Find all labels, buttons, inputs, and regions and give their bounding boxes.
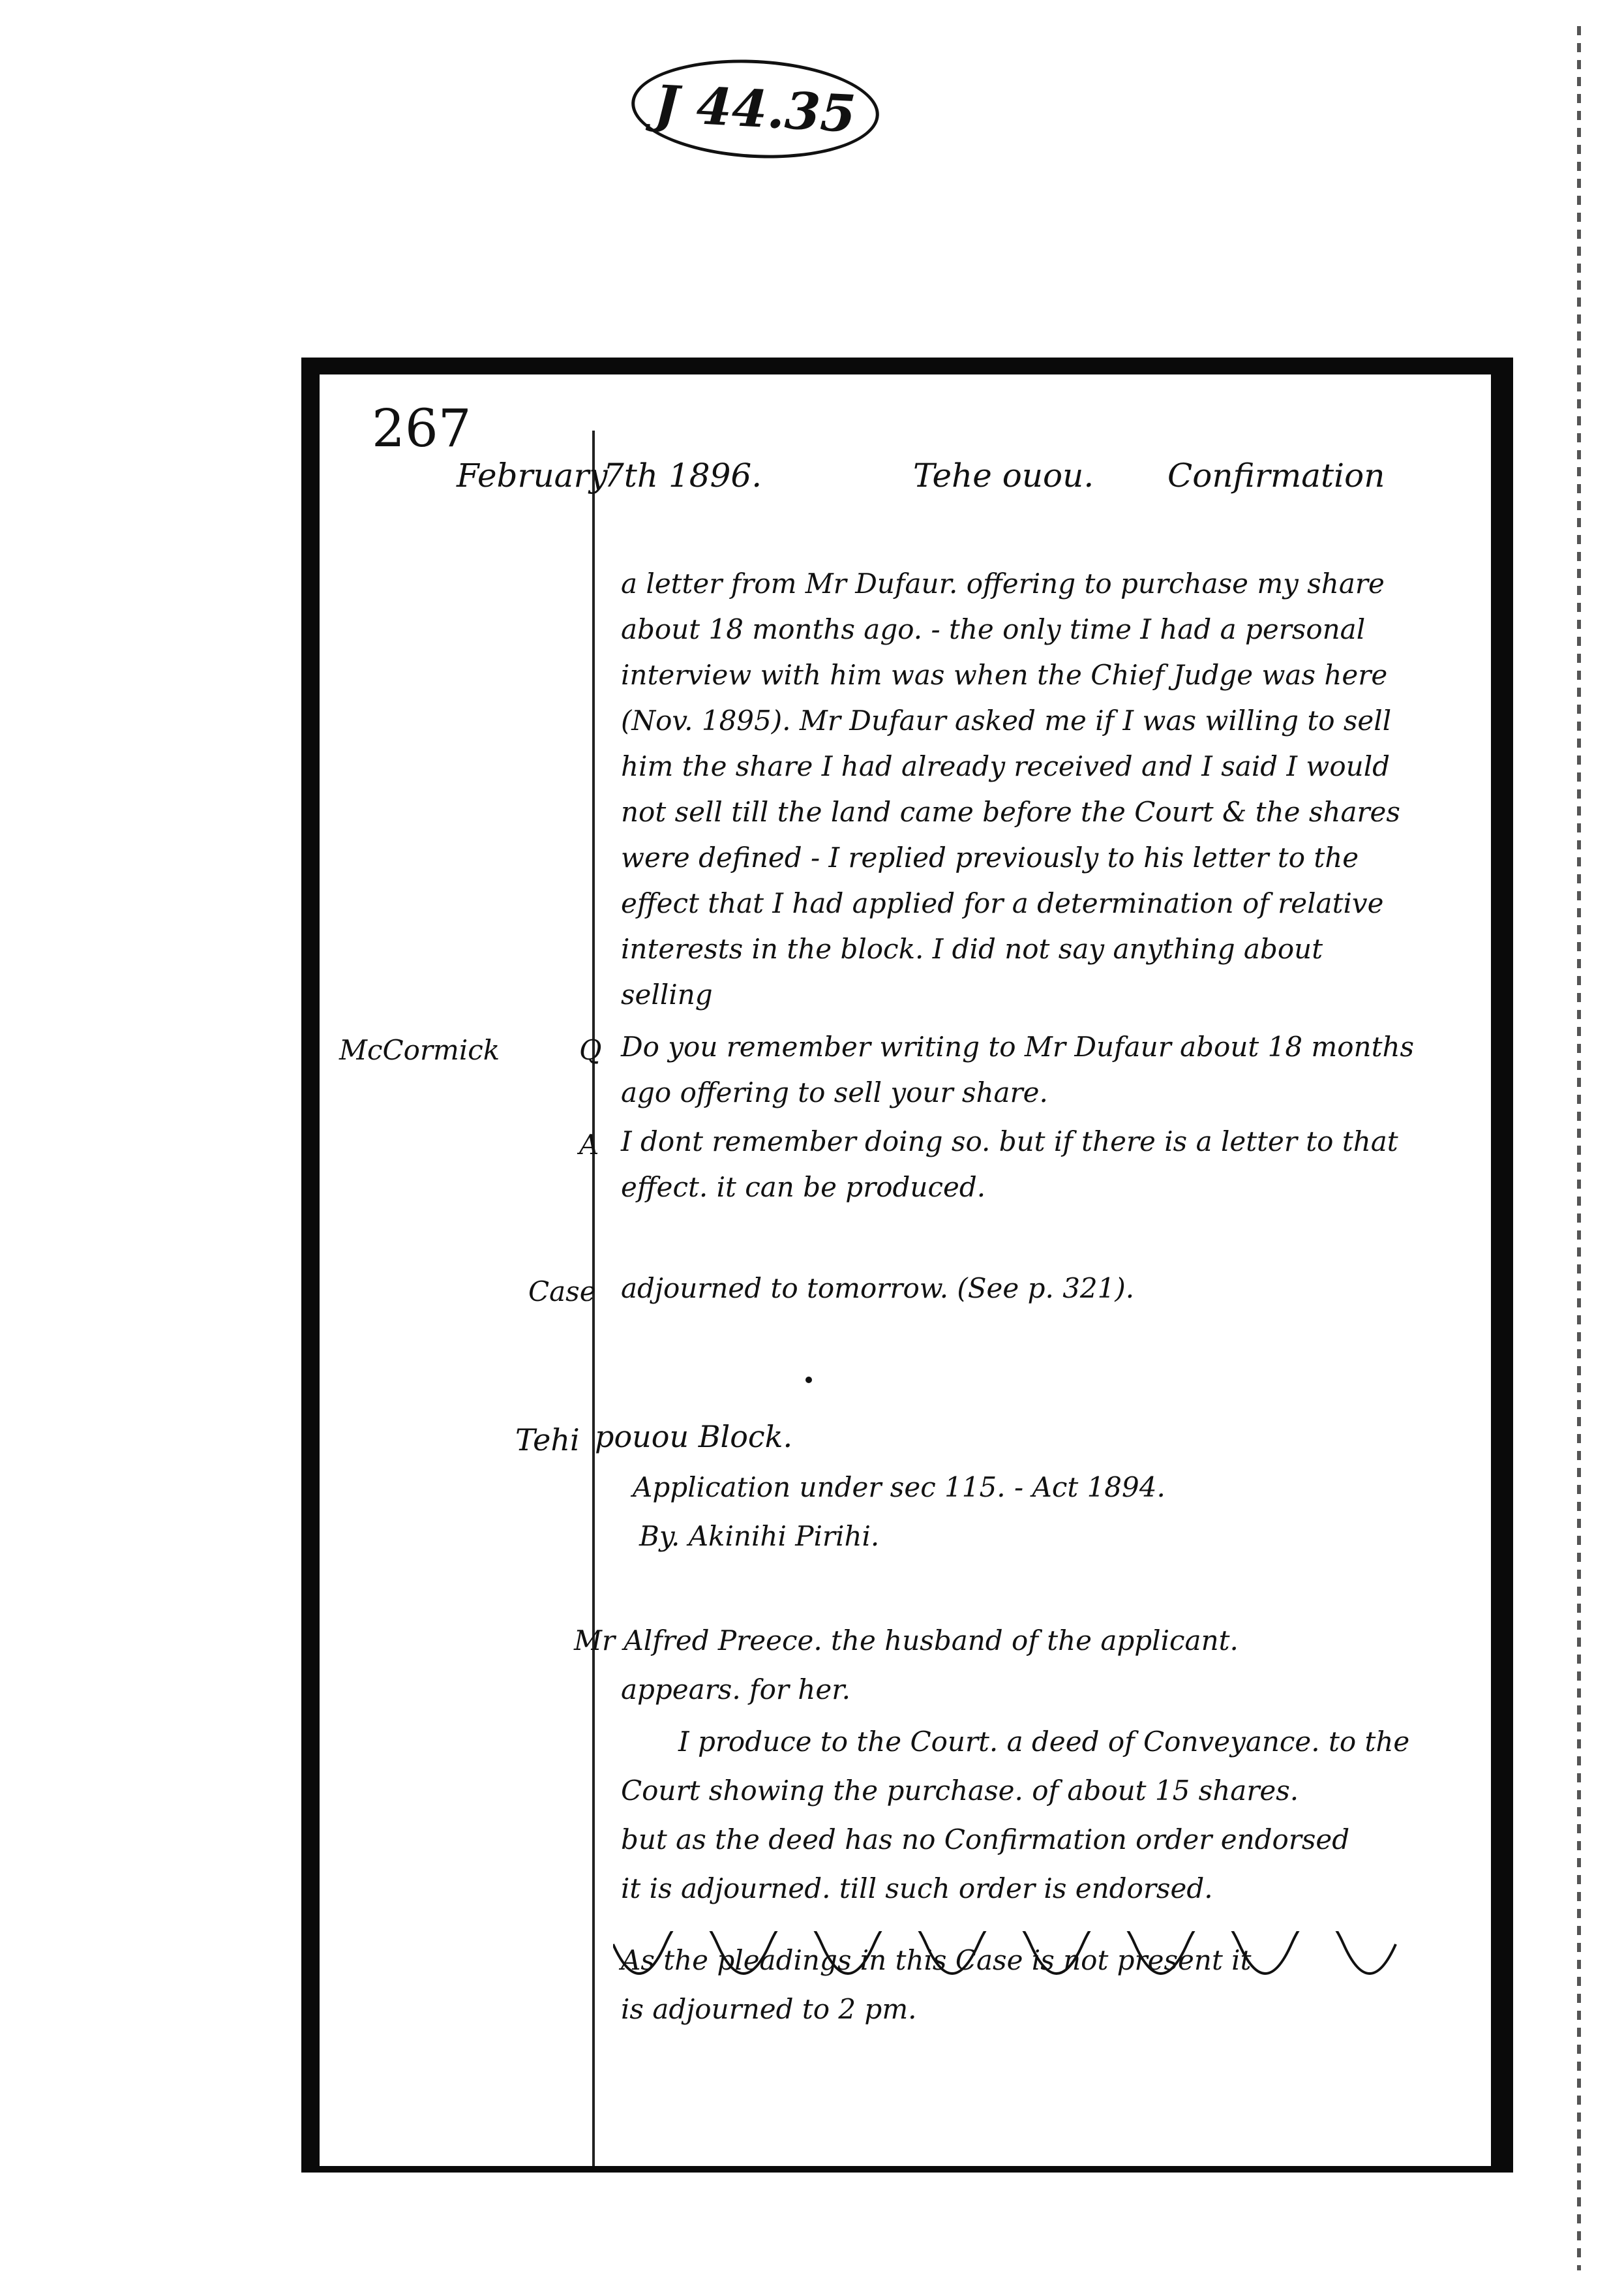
text-line: interests in the block. I did not say anything about xyxy=(621,933,1323,965)
block-title: pouou Block. xyxy=(595,1419,793,1454)
margin-block-prefix: Tehi xyxy=(515,1422,580,1457)
reference-stamp: J 44.35 xyxy=(629,53,881,164)
header-heading: Confirmation xyxy=(1167,457,1385,495)
binding-edge xyxy=(1577,26,1581,2270)
struck-text-line: As the pleadings in this Case is not present it xyxy=(621,1944,1252,1976)
margin-answer: A xyxy=(579,1129,599,1161)
text-line: effect. it can be produced. xyxy=(621,1171,986,1203)
text-line: ago offering to sell your share. xyxy=(621,1076,1048,1108)
text-line: By. Akinihi Pirihi. xyxy=(639,1520,880,1552)
struck-text-line: is adjourned to 2 pm. xyxy=(621,1993,917,2025)
page-number: 267 xyxy=(372,398,472,459)
text-line: (Nov. 1895). Mr Dufaur asked me if I was willing to sell xyxy=(621,705,1392,737)
text-line: selling xyxy=(621,979,713,1011)
text-line: Do you remember writing to Mr Dufaur about 18 months xyxy=(621,1031,1415,1063)
margin-case: Case xyxy=(528,1275,596,1307)
header-block: Tehe ouou. xyxy=(913,457,1094,495)
text-line: but as the deed has no Confirmation order endorsed xyxy=(621,1823,1350,1855)
ink-dot xyxy=(805,1377,812,1383)
strike-through-scribble xyxy=(613,1931,1422,2009)
text-line: it is adjourned. till such order is endorsed. xyxy=(621,1872,1213,1904)
text-line: about 18 months ago. - the only time I had a personal xyxy=(621,613,1366,645)
text-line: I produce to the Court. a deed of Conveyance. to the xyxy=(678,1726,1410,1758)
margin-question: Q xyxy=(579,1034,602,1066)
header-date-month: February xyxy=(457,457,608,495)
text-line: Court showing the purchase. of about 15 shares. xyxy=(621,1775,1299,1807)
text-line: were defined - I replied previously to his letter to the xyxy=(621,842,1359,874)
text-line: him the share I had already received and I said I would xyxy=(621,750,1391,782)
text-line: I dont remember doing so. but if there is a letter to that xyxy=(621,1125,1398,1157)
text-line: interview with him was when the Chief Judge was here xyxy=(621,659,1388,691)
text-line: Mr Alfred Preece. the husband of the applicant. xyxy=(574,1624,1239,1656)
text-line: adjourned to tomorrow. (See p. 321). xyxy=(621,1272,1135,1304)
header-date-day: 7th 1896. xyxy=(603,457,762,495)
text-line: appears. for her. xyxy=(621,1673,851,1705)
text-line: effect that I had applied for a determination of relative xyxy=(621,887,1384,919)
text-line: not sell till the land came before the Court & the shares xyxy=(621,796,1400,828)
margin-speaker: McCormick xyxy=(339,1034,500,1066)
text-line: Application under sec 115. - Act 1894. xyxy=(633,1471,1165,1503)
text-line: a letter from Mr Dufaur. offering to purchase my share xyxy=(621,568,1385,600)
